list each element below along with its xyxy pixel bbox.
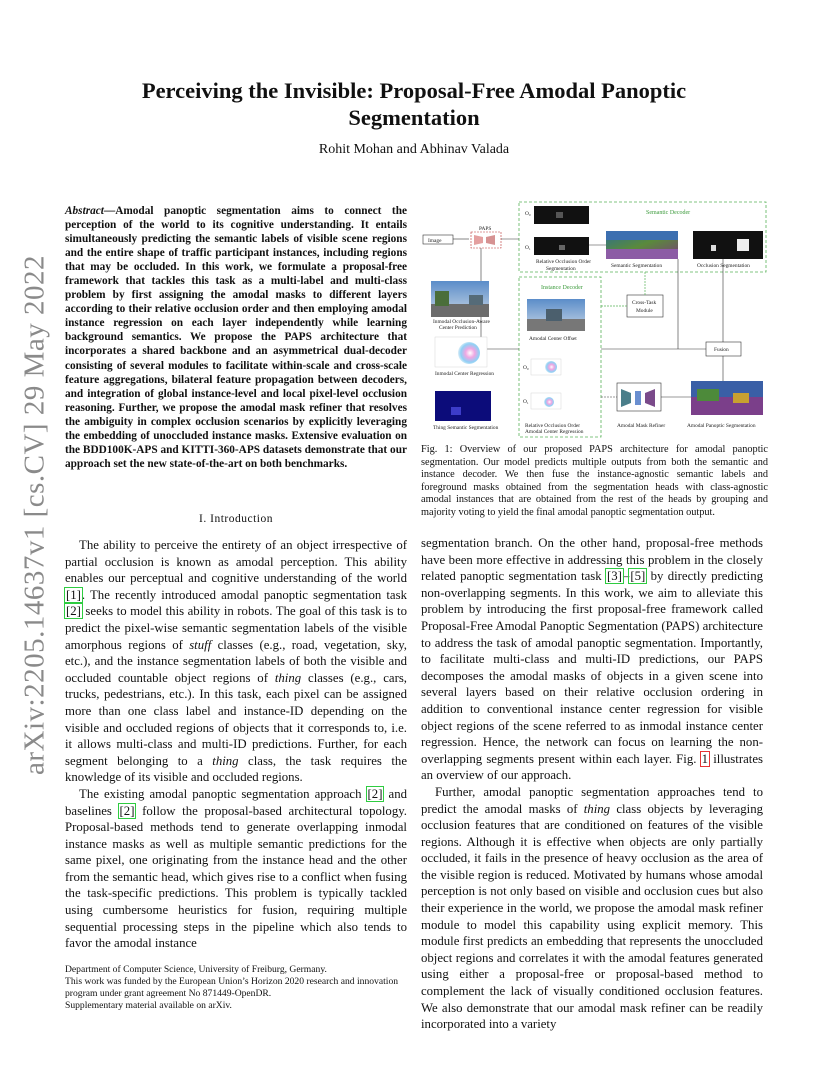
figure-1-caption: Fig. 1: Overview of our proposed PAPS architecture for amodal panoptic segmentation. Our model predicts multiple outputs from both the semantic and instance decoder. We then fuse the instance-agnostic semantic labels and foreground masks obtained from the segmentation heads with class-agnostic amodal instances that are obtained from the rest of the heads by grouping and majority voting to yield the final amodal panoptic segmentation output. [421, 444, 768, 518]
intro-paragraph-1: The ability to perceive the entirety of an object irrespective of partial occlusion is known as amodal perception. This ability enables our perceptual and cognitive understanding of the world [1]. The recently introduced amodal panoptic segmentation task [2] seeks to model this ability in robots. The goal of this task is to predict the pixel-wise semantic segmentation labels of the visible amorphous regions of stuff classes (e.g., road, vegetation, sky, etc.), and the instance segmentation labels of both the visible and occluded countable object regions of thing classes (e.g., cars, trucks, pedestrians, etc.). In this task, each pixel can be assigned more than one class label and instance-ID depending on the visible and occluded regions of objects that it corresponds to, i.e. it allows multi-class and multi-ID predictions. Further, for each segment belonging to a thing class, the task requires the knowledge of its visible and occluded regions. [65, 538, 408, 785]
arxiv-stamp [10, 254, 60, 776]
paper-title: Perceiving the Invisible: Proposal-Free Amodal Panoptic Segmentation [141, 78, 687, 130]
occlusion-segmentation-thumb [693, 231, 763, 259]
right-paragraph-1: segmentation branch. On the other hand, proposal-free methods have been more effective in addressing this problem in the closely related panoptic segmentation task [3]–[5] by directly predicting non-overlapping segments. In this work, we aim to alleviate this problem by introducing the first proposal-free framework called Proposal-Free Amodal Panoptic Segmentation (PAPS) architecture to address the task of amodal panoptic segmentation. Importantly, to facilitate multi-class and multi-ID predictions, our PAPS decomposes the amodal masks of objects in a given scene into several layers based on their relative occlusion ordering in addition to conventional instance center regression for visible object regions of the scene referred to as inmodal instance center regression. Hence, the network can focus on learning the non-overlapping segments present within each layer. Fig. 1 illustrates an overview of our approach. [421, 536, 763, 783]
semantic-decoder-label: Semantic Decoder [646, 210, 691, 216]
footnote-funding: This work was funded by the European Union’s Horizon 2020 research and innovation program under grant agreement No 871449-OpenDR. [65, 976, 399, 999]
svg-text:Amodal Mask Refiner: Amodal Mask Refiner [617, 423, 666, 429]
svg-text:Relative Occlusion Order: Relative Occlusion Order [536, 259, 592, 265]
svg-text:Inmodal Occlusion-Aware: Inmodal Occlusion-Aware [433, 319, 490, 325]
figure-1-diagram [421, 199, 768, 439]
citation-link[interactable]: [1] [66, 587, 81, 602]
svg-text:Thing Semantic Segmentation: Thing Semantic Segmentation [433, 425, 499, 431]
instance-decoder-label: Instance Decoder [541, 285, 583, 291]
citation-link[interactable]: [3] [607, 569, 622, 584]
abstract-text: —Amodal panoptic segmentation aims to connect the perception of the world to its cognitive understanding. It entails simultaneously predicting the semantic labels of visible scene regions and the entire shape of traffic participant instances, including regions that may be occluded. In this work, we formulate a proposal-free framework that tackles this task as a multi-label and multi-class problem by first assigning the amodal masks to different layers according to their relative occlusion order and then employing amodal instance regression on each layer independently while learning background semantics. We propose the PAPS architecture that incorporates a shared backbone and an asymmetrical dual-decoder consisting of several modules to facilitate within-scale and cross-scale feature aggregations, bilateral feature propagation between decoders, and integration of global instance-level and local pixel-level occlusion reasoning. Further, we propose the amodal mask refiner that resolves the ambiguity in complex occlusion scenarios by explicitly leveraging the embedding of unoccluded instance masks. Extensive evaluation on the BDD100K-APS and KITTI-360-APS datasets demonstrate that our approach set the new state-of-the-art on both benchmarks. [65, 205, 407, 470]
svg-text:Fusion: Fusion [714, 347, 729, 353]
svg-text:Cross-Task: Cross-Task [632, 300, 657, 306]
citation-link[interactable]: [2] [66, 604, 81, 619]
paper-authors: Rohit Mohan and Abhinav Valada [318, 142, 510, 157]
abstract-label: Abstract [65, 205, 104, 217]
footnote-affiliation: Department of Computer Science, University of Freiburg, Germany. [65, 964, 327, 975]
citation-link[interactable]: [2] [367, 786, 383, 801]
right-paragraph-2: Further, amodal panoptic segmentation approaches tend to predict the amodal masks of thing class objects by leveraging occlusion features that are conditioned on features of the visible regions. Although it is effective when objects are only partially occluded, it fails in the presence of heavy occlusion as the area of the visible region is reduced. Motivated by humans whose amodal perception is not only based on visible and occlusion cues but also their experience in the world, we propose the amodal mask refiner module to model this capability using explicit memory. This module first predicts an embedding that represents the unoccluded object regions and correlates it with the amodal features generated using either a proposal-free or proposal-based method to complement the lack of visually conditioned occlusion features. We also demonstrate that our amodal mask refiner can be readily incorporated into a variety [421, 784, 763, 1032]
svg-text:O₀: O₀ [525, 211, 531, 217]
abstract [65, 204, 407, 471]
citation-link[interactable]: [5] [630, 569, 646, 584]
svg-text:Segmentation: Segmentation [546, 266, 576, 272]
svg-text:Amodal Center Offset: Amodal Center Offset [529, 336, 577, 342]
footnote-supplementary: Supplementary material available on arXiv. [65, 1000, 232, 1011]
intro-column [65, 537, 407, 952]
footnote [65, 964, 407, 1012]
svg-text:O₀: O₀ [523, 365, 529, 371]
thing-semantic-thumb [435, 391, 491, 421]
image-label: Image [428, 238, 442, 244]
svg-text:Module: Module [636, 308, 653, 314]
section-heading: I. Introduction [199, 513, 273, 525]
citation-link[interactable]: [2] [119, 803, 135, 818]
intro-paragraph-2: The existing amodal panoptic segmentation approach [2] and baselines [2] follow the proposal-based architectural topology. Proposal-based methods tend to generate overlapping inmodal instance masks as well as multiple semantic predictions for the same pixel, one originating from the instance head and the other from the semantic head, which gives rise to a conflict when fusing the task-specific predictions. This problem is typically tackled using cumbersome heuristics for fusion, requiring multiple sequential processing steps in the pipeline which also tends to favor the amodal instance [65, 786, 407, 951]
svg-text:Relative Occlusion Order: Relative Occlusion Order [525, 423, 581, 429]
svg-text:Inmodal Center Regression: Inmodal Center Regression [435, 371, 494, 377]
svg-text:Amodal Panoptic Segmentation: Amodal Panoptic Segmentation [687, 423, 756, 429]
paps-label: PAPS [479, 226, 492, 232]
svg-text:Occlusion Segmentation: Occlusion Segmentation [697, 263, 750, 269]
svg-text:O₁: O₁ [525, 245, 531, 251]
right-column-text [421, 535, 763, 1033]
svg-text:Center Prediction: Center Prediction [439, 325, 477, 331]
arxiv-stamp-text: arXiv:2205.14637v1 [cs.CV] 29 May 2022 [18, 254, 51, 776]
figure-link[interactable]: 1 [701, 751, 709, 766]
svg-text:O₁: O₁ [523, 399, 529, 405]
svg-text:Semantic Segmentation: Semantic Segmentation [611, 263, 663, 269]
svg-text:Amodal Center Regression: Amodal Center Regression [525, 429, 584, 435]
